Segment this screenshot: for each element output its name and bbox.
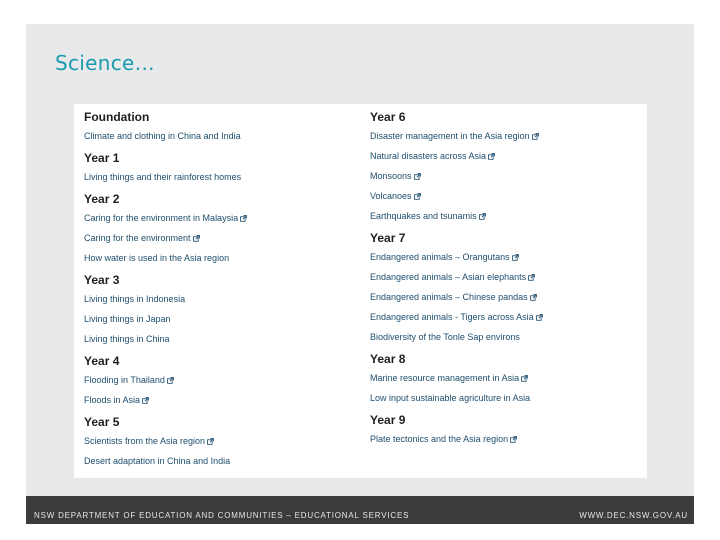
topic-link[interactable] bbox=[370, 429, 640, 449]
topic-label: Endangered animals – Asian elephants bbox=[370, 272, 527, 282]
external-link-icon bbox=[488, 153, 495, 160]
year-heading: Year 1 bbox=[84, 151, 120, 165]
external-link-icon bbox=[240, 215, 247, 222]
topic-link[interactable] bbox=[84, 248, 364, 268]
topic-label: Endangered animals – Orangutans bbox=[370, 252, 510, 262]
topic-label: Volcanoes bbox=[370, 191, 412, 201]
topic-label: Marine resource management in Asia bbox=[370, 373, 520, 383]
year-heading: Year 5 bbox=[84, 415, 120, 429]
topic-link[interactable] bbox=[84, 208, 364, 228]
year-heading: Year 9 bbox=[370, 413, 406, 427]
topic-link[interactable] bbox=[370, 388, 640, 408]
topic-label: Living things and their rainforest homes bbox=[84, 172, 242, 182]
topic-link[interactable] bbox=[370, 247, 640, 267]
topic-link[interactable] bbox=[370, 146, 640, 166]
curriculum-panel bbox=[74, 104, 647, 478]
external-link-icon bbox=[532, 133, 539, 140]
topic-label: Disaster management in the Asia region bbox=[370, 131, 530, 141]
topic-label: Monsoons bbox=[370, 171, 412, 181]
topic-label: Living things in Indonesia bbox=[84, 294, 186, 304]
year-heading: Foundation bbox=[84, 110, 150, 124]
topic-link[interactable] bbox=[84, 228, 364, 248]
topic-label: Biodiversity of the Tonle Sap environs bbox=[370, 332, 520, 342]
topic-link[interactable] bbox=[84, 431, 364, 451]
external-link-icon bbox=[530, 294, 537, 301]
external-link-icon bbox=[510, 436, 517, 443]
external-link-icon bbox=[193, 235, 200, 242]
topic-link[interactable] bbox=[84, 329, 364, 349]
topic-label: Desert adaptation in China and India bbox=[84, 456, 231, 466]
topic-link[interactable] bbox=[84, 126, 364, 146]
year-heading: Year 8 bbox=[370, 352, 406, 366]
topic-link[interactable] bbox=[84, 167, 364, 187]
topic-link[interactable] bbox=[84, 451, 364, 471]
slide bbox=[26, 24, 694, 496]
external-link-icon bbox=[536, 314, 543, 321]
external-link-icon bbox=[479, 213, 486, 220]
external-link-icon bbox=[414, 193, 421, 200]
topic-link[interactable] bbox=[370, 327, 640, 347]
topic-link[interactable] bbox=[370, 166, 640, 186]
footer-website[interactable]: WWW.DEC.NSW.GOV.AU bbox=[579, 511, 688, 520]
topic-label: How water is used in the Asia region bbox=[84, 253, 230, 263]
topic-link[interactable] bbox=[370, 307, 640, 327]
external-link-icon bbox=[512, 254, 519, 261]
external-link-icon bbox=[167, 377, 174, 384]
footer-bar bbox=[26, 496, 694, 524]
topic-label: Living things in Japan bbox=[84, 314, 171, 324]
topic-link[interactable] bbox=[370, 267, 640, 287]
topic-link[interactable] bbox=[84, 309, 364, 329]
left-column bbox=[84, 108, 364, 471]
topic-label: Low input sustainable agriculture in Asia bbox=[370, 393, 531, 403]
topic-label: Climate and clothing in China and India bbox=[84, 131, 241, 141]
topic-link[interactable] bbox=[370, 368, 640, 388]
topic-link[interactable] bbox=[370, 186, 640, 206]
topic-label: Endangered animals – Chinese pandas bbox=[370, 292, 528, 302]
topic-link[interactable] bbox=[370, 126, 640, 146]
topic-label: Scientists from the Asia region bbox=[84, 436, 206, 446]
topic-link[interactable] bbox=[84, 289, 364, 309]
external-link-icon bbox=[521, 375, 528, 382]
topic-label: Living things in China bbox=[84, 334, 170, 344]
external-link-icon bbox=[142, 397, 149, 404]
topic-label: Earthquakes and tsunamis bbox=[370, 211, 477, 221]
external-link-icon bbox=[528, 274, 535, 281]
topic-label: Floods in Asia bbox=[84, 395, 141, 405]
topic-label: Endangered animals - Tigers across Asia bbox=[370, 312, 534, 322]
right-column bbox=[370, 108, 640, 449]
topic-label: Plate tectonics and the Asia region bbox=[370, 434, 509, 444]
external-link-icon bbox=[207, 438, 214, 445]
year-heading: Year 3 bbox=[84, 273, 120, 287]
topic-link[interactable] bbox=[84, 370, 364, 390]
year-heading: Year 6 bbox=[370, 110, 406, 124]
topic-link[interactable] bbox=[370, 206, 640, 226]
slide-title: Science… bbox=[55, 51, 155, 75]
external-link-icon bbox=[414, 173, 421, 180]
year-heading: Year 2 bbox=[84, 192, 120, 206]
topic-label: Caring for the environment in Malaysia bbox=[84, 213, 239, 223]
topic-link[interactable] bbox=[370, 287, 640, 307]
topic-label: Natural disasters across Asia bbox=[370, 151, 487, 161]
year-heading: Year 7 bbox=[370, 231, 406, 245]
footer-department: NSW DEPARTMENT OF EDUCATION AND COMMUNITIES – EDUCATIONAL SERVICES bbox=[34, 511, 410, 520]
year-heading: Year 4 bbox=[84, 354, 120, 368]
topic-label: Flooding in Thailand bbox=[84, 375, 165, 385]
topic-link[interactable] bbox=[84, 390, 364, 410]
topic-label: Caring for the environment bbox=[84, 233, 191, 243]
